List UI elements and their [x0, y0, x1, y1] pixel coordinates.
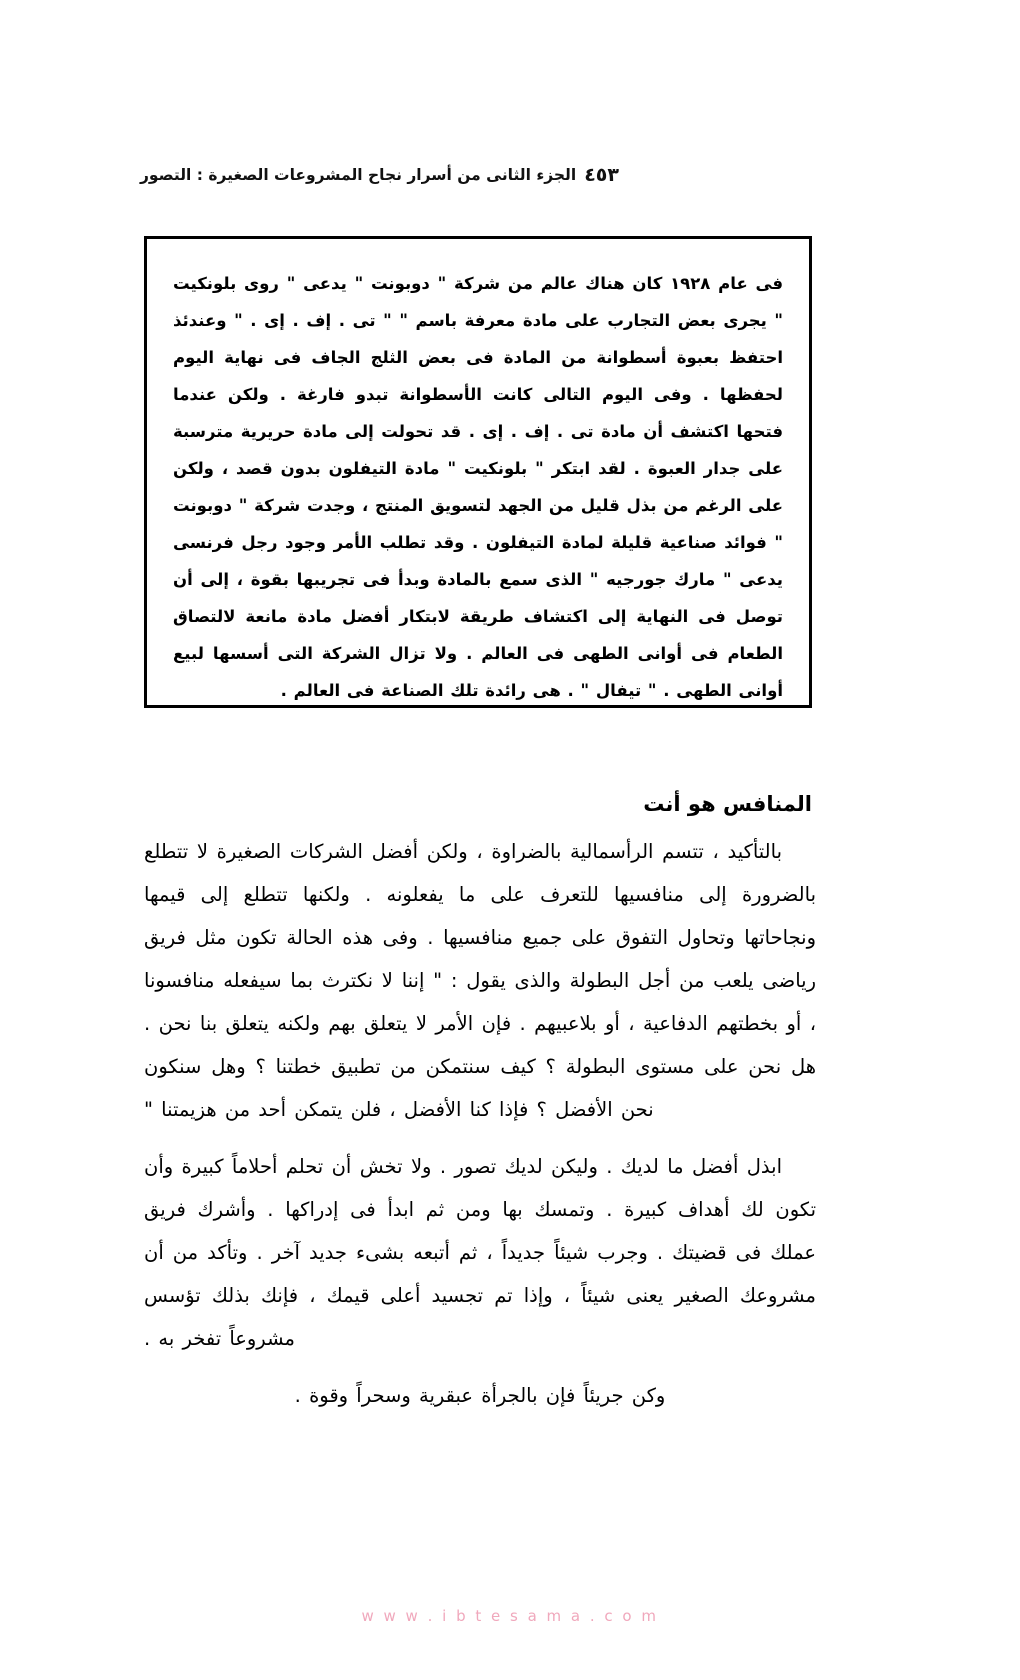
body-paragraph: ابذل أفضل ما لديك . وليكن لديك تصور . ولا تخش أن تحلم أحلاماً كبيرة وأن تكون لك أهداف كبيرة . وتمسك بها ومن ثم ابدأ فى إدراكها . وأشرك فريق عملك فى قضيتك . وجرب شيئاً جديداً ، ثم أتبعه بشىء جديد آخر . وتأكد من أن مشروعك الصغير يعنى شيئاً ، وإذا تم تجسيد أعلى قيمك ، فإنك بذلك تؤسس مشروعاً تفخر به .	[144, 1155, 816, 1350]
body-paragraph: وكن جريئاً فإن بالجرأة عبقرية وسحراً وقوة .	[294, 1384, 666, 1407]
running-head-title: الجزء الثانى من أسرار نجاح المشروعات الصغيرة : التصور	[140, 166, 577, 184]
body-text	[144, 830, 816, 1431]
running-head	[140, 160, 840, 190]
page-number: ٤٥٣	[584, 164, 619, 186]
section-heading: المنافس هو أنت	[643, 792, 812, 817]
callout-box	[144, 236, 812, 708]
body-paragraph: بالتأكيد ، تتسم الرأسمالية بالضراوة ، ولكن أفضل الشركات الصغيرة لا تتطلع بالضرورة إلى منافسيها للتعرف على ما يفعلونه . ولكنها تتطلع إلى قيمها ونجاحاتها وتحاول التفوق على جميع منافسيها . وفى هذه الحالة تكون مثل فريق رياضى يلعب من أجل البطولة والذى يقول : " إننا لا نكترث بما سيفعله منافسونا ، أو بخطتهم الدفاعية ، أو بلاعبيهم . فإن الأمر لا يتعلق بهم ولكنه يتعلق بنا نحن . هل نحن على مستوى البطولة ؟ كيف سنتمكن من تطبيق خطتنا ؟ وهل سنكون نحن الأفضل ؟ فإذا كنا الأفضل ، فلن يتمكن أحد من هزيمتنا "	[144, 840, 816, 1121]
footer-watermark: w w w . i b t e s a m a . c o m	[361, 1607, 659, 1625]
callout-text: فى عام ١٩٢٨ كان هناك عالم من شركة " دوبونت " يدعى " روى بلونكيت " يجرى بعض التجارب على مادة معرفة باسم " " تى . إف . إى . " وعندئذ احتفظ بعبوة أسطوانة من المادة فى بعض الثلج الجاف فى نهاية اليوم لحفظها . وفى اليوم التالى كانت الأسطوانة تبدو فارغة . ولكن عندما فتحها اكتشف أن مادة تى . إف . إى . قد تحولت إلى مادة حريرية مترسبة على جدار العبوة . لقد ابتكر " بلونكيت " مادة التيفلون بدون قصد ، ولكن على الرغم من بذل قليل من الجهد لتسويق المنتج ، وجدت شركة " دوبونت " فوائد صناعية قليلة لمادة التيفلون . وقد تطلب الأمر وجود رجل فرنسى يدعى " مارك جورجيه " الذى سمع بالمادة وبدأ فى تجريبها بقوة ، إلى أن توصل فى النهاية إلى اكتشاف طريقة لابتكار أفضل مادة مانعة لالتصاق الطعام فى أوانى الطهى فى العالم . ولا تزال الشركة التى أسسها لبيع أوانى الطهى . " تيفال " . هى رائدة تلك الصناعة فى العالم .	[173, 274, 783, 700]
